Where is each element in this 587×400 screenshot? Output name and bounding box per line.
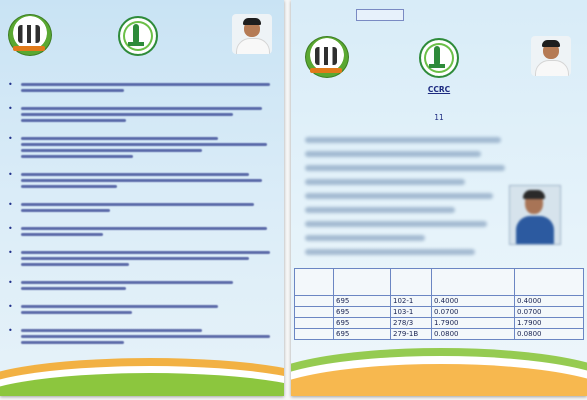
condition-item <box>8 302 280 317</box>
table-row <box>295 307 584 318</box>
condition-item <box>8 248 280 269</box>
validity-period: 11 <box>434 113 444 122</box>
condition-text-line <box>21 203 254 206</box>
col-survey <box>391 269 432 296</box>
condition-text-line <box>21 251 270 254</box>
condition-text-line <box>21 143 267 146</box>
leader-portrait <box>232 14 272 54</box>
cell-khata: 695 <box>334 307 391 318</box>
col-cultivated-extent <box>515 269 584 296</box>
table-row <box>295 296 584 307</box>
cell-total-extent: 0.4000 <box>432 296 515 307</box>
bullet-icon: • <box>8 200 13 209</box>
condition-text-line <box>21 113 233 116</box>
condition-text-line <box>21 257 249 260</box>
condition-item <box>8 134 280 161</box>
condition-text-line <box>21 173 249 176</box>
condition-text-line <box>21 311 132 314</box>
condition-text-line <box>21 149 202 152</box>
state-emblem-icon <box>419 38 459 78</box>
cell-khata: 695 <box>334 329 391 340</box>
conditions-page <box>0 0 284 396</box>
condition-item <box>8 170 280 191</box>
condition-text-line <box>21 263 129 266</box>
cell-survey: 279-1B <box>391 329 432 340</box>
condition-item <box>8 224 280 239</box>
cell-khata: 695 <box>334 318 391 329</box>
cell-survey: 278/3 <box>391 318 432 329</box>
cell-survey: 102-1 <box>391 296 432 307</box>
condition-text-line <box>21 107 262 110</box>
cell-total-extent: 0.0800 <box>432 329 515 340</box>
cell-total-extent: 1.7900 <box>432 318 515 329</box>
condition-text-line <box>21 137 218 140</box>
condition-item <box>8 278 280 293</box>
condition-text-line <box>21 155 133 158</box>
cell-cultivated-extent: 0.4000 <box>515 296 584 307</box>
bullet-icon: • <box>8 248 13 257</box>
col-khata <box>334 269 391 296</box>
condition-text-line <box>21 119 126 122</box>
col-village <box>295 269 334 296</box>
condition-text-line <box>21 83 270 86</box>
condition-text-line <box>21 89 124 92</box>
card-title: CCRC <box>427 85 451 94</box>
cell-survey: 103-1 <box>391 307 432 318</box>
condition-item <box>8 104 280 125</box>
certificate-page <box>291 0 587 396</box>
bullet-icon: • <box>8 278 13 287</box>
bullet-icon: • <box>8 104 13 113</box>
cell-total-extent: 0.0700 <box>432 307 515 318</box>
bullet-icon: • <box>8 326 13 335</box>
leader-portrait <box>531 36 571 76</box>
condition-text-line <box>21 281 233 284</box>
cell-cultivated-extent: 0.0800 <box>515 329 584 340</box>
col-total-extent <box>432 269 515 296</box>
condition-text-line <box>21 287 126 290</box>
state-emblem-icon <box>118 16 158 56</box>
condition-text-line <box>21 209 110 212</box>
condition-text-line <box>21 233 103 236</box>
card-number-field <box>356 9 404 21</box>
cell-cultivated-extent: 1.7900 <box>515 318 584 329</box>
bullet-icon: • <box>8 134 13 143</box>
footer-wave <box>0 326 284 396</box>
condition-text-line <box>21 227 267 230</box>
cell-cultivated-extent: 0.0700 <box>515 307 584 318</box>
bullet-icon: • <box>8 170 13 179</box>
cell-village <box>295 307 334 318</box>
tenant-photo <box>509 185 561 245</box>
condition-item <box>8 80 280 95</box>
bullet-icon: • <box>8 302 13 311</box>
condition-text-line <box>21 305 218 308</box>
bullet-icon: • <box>8 224 13 233</box>
cell-khata: 695 <box>334 296 391 307</box>
farm-logo-icon <box>8 14 52 56</box>
conditions-list <box>8 80 280 356</box>
condition-text-line <box>21 179 262 182</box>
cell-village <box>295 296 334 307</box>
farm-logo-icon <box>305 36 349 78</box>
condition-item <box>8 200 280 215</box>
footer-wave <box>291 326 587 396</box>
condition-text-line <box>21 185 117 188</box>
bullet-icon: • <box>8 80 13 89</box>
